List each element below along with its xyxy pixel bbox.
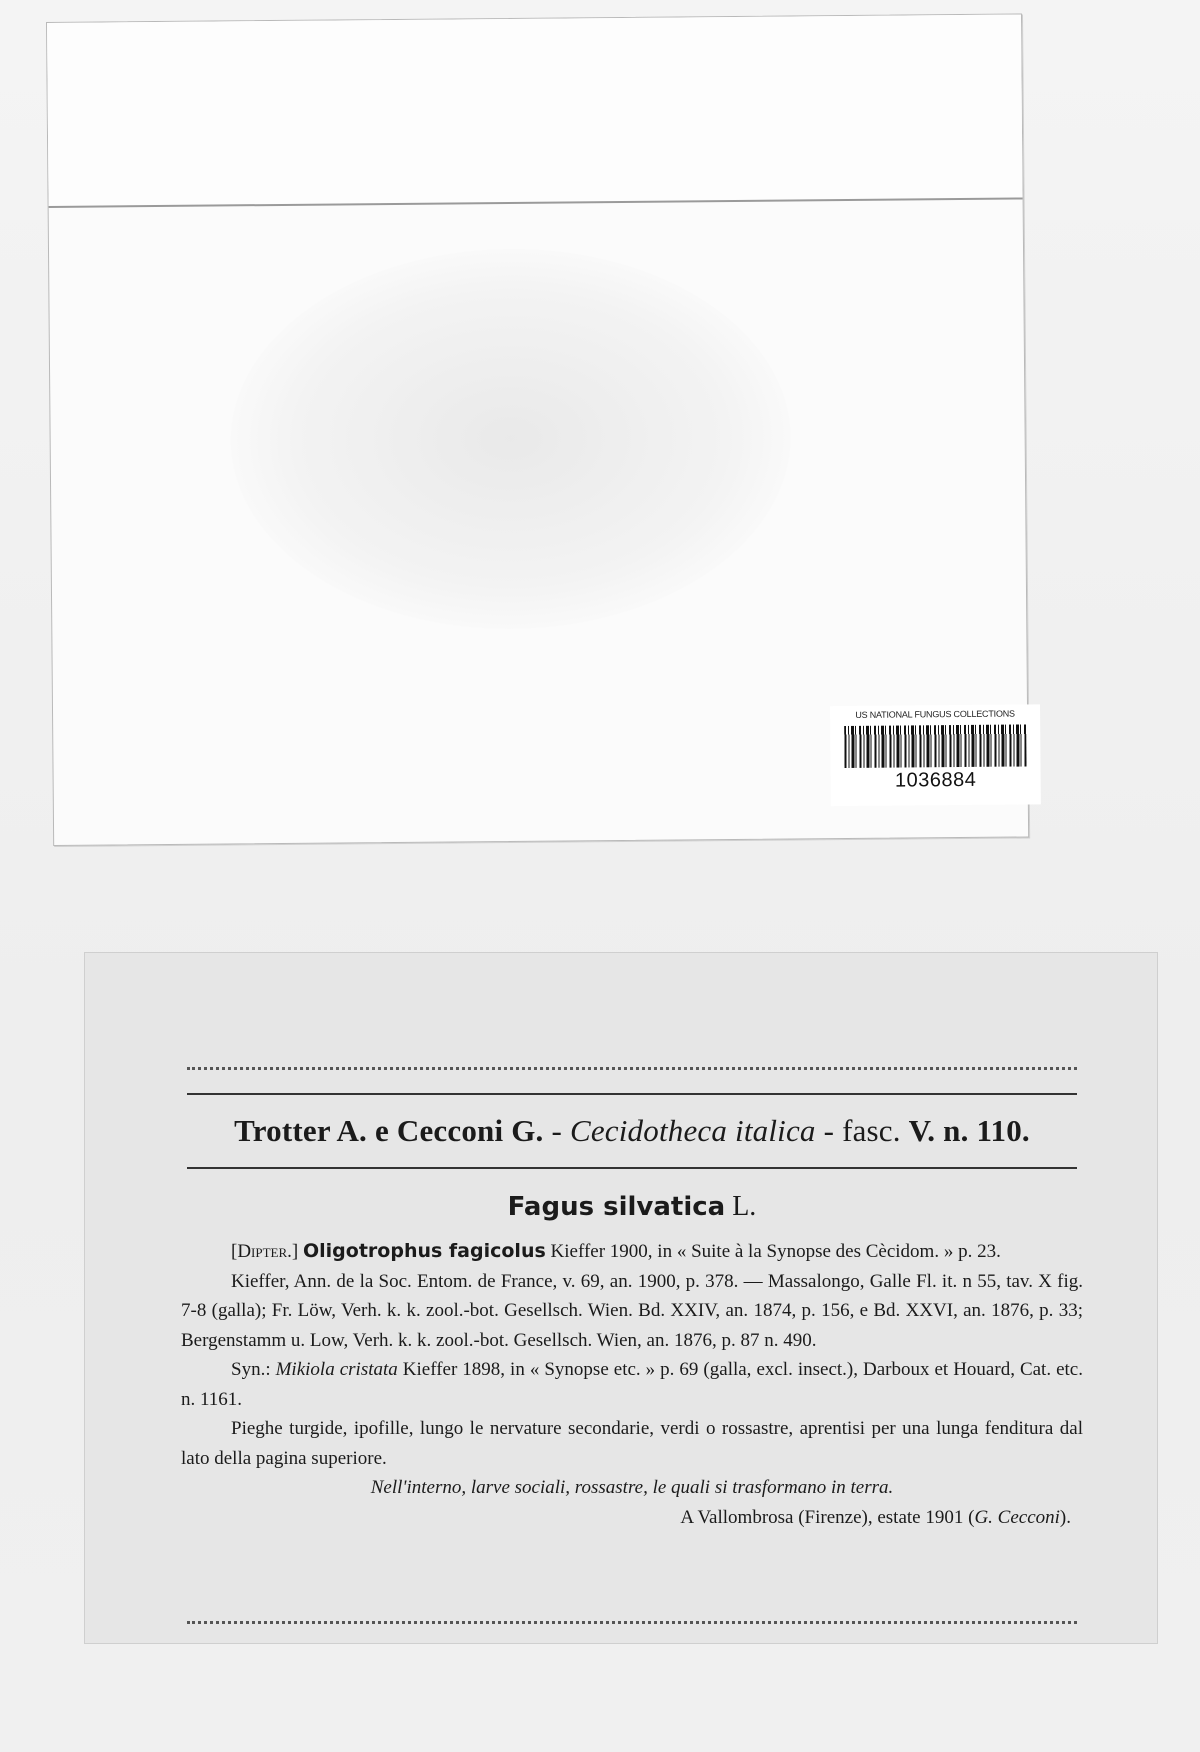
gall-maker-citation: Kieffer 1900, in « Suite à la Synopse des Cècidom. » p. 23. xyxy=(545,1241,1001,1262)
top-dotted-rule xyxy=(187,1067,1077,1070)
heading-underline xyxy=(187,1167,1077,1169)
barcode-caption: US NATIONAL FUNGUS COLLECTIONS xyxy=(855,708,1015,720)
description-paragraph: Pieghe turgide, ipofille, lungo le nervature secondarie, verdi o rossastre, aprentisi per una lunga fenditura dal lato della pagina superiore. xyxy=(181,1418,1083,1469)
collector-name: G. Cecconi xyxy=(974,1506,1060,1528)
host-name: Fagus silvatica xyxy=(507,1192,726,1222)
synonym-prefix: Syn.: xyxy=(231,1359,276,1380)
barcode-bars xyxy=(844,724,1026,768)
label-body xyxy=(181,1237,1083,1532)
locality-close: ). xyxy=(1059,1506,1071,1528)
gall-maker-name: Oligotrophus fagicolus xyxy=(303,1240,546,1262)
heading-sep2: - fasc. xyxy=(815,1113,909,1148)
references-paragraph: Kieffer, Ann. de la Soc. Entom. de France, v. 69, an. 1900, p. 378. — Massalongo, Galle Fl. it. n 55, tav. X fig. 7-8 (galla); Fr. Löw, Verh. k. k. zool.-bot. Gesellsch. Wien. Bd. XXIV, an. 1874, p. 156, e Bd. XXVI, an. 1876, p. 33; Bergenstamm u. Low, Verh. k. k. zool.-bot. Gesellsch. Wien, an. 1876, p. 87 n. 490. xyxy=(181,1270,1083,1351)
barcode-label xyxy=(830,704,1041,806)
packet-stain xyxy=(229,247,792,632)
top-solid-rule xyxy=(187,1093,1077,1095)
heading-sep1: - xyxy=(543,1113,570,1148)
host-line xyxy=(175,1191,1089,1223)
synonym-citation: Kieffer 1898, in « Synopse etc. » p. 69 (galla, excl. insect.), Darboux et Houard, Cat. etc. n. 1161. xyxy=(181,1359,1083,1410)
bottom-dotted-rule xyxy=(187,1621,1077,1624)
heading-work: Cecidotheca italica xyxy=(569,1113,816,1148)
synonym-paragraph xyxy=(181,1355,1083,1414)
packet-flap xyxy=(47,14,1023,207)
order-tag: [Dipter.] xyxy=(231,1241,299,1262)
gall-maker-paragraph xyxy=(181,1237,1083,1267)
locality-line xyxy=(181,1503,1083,1533)
barcode-number: 1036884 xyxy=(894,768,977,792)
specimen-packet xyxy=(46,13,1029,845)
larvae-note: Nell'interno, larve sociali, rossastre, le quali si trasformano in terra. xyxy=(370,1477,894,1498)
label-heading xyxy=(175,1113,1089,1149)
heading-authors: Trotter A. e Cecconi G. xyxy=(234,1113,544,1148)
synonym-name: Mikiola cristata xyxy=(275,1359,398,1380)
exsiccata-label xyxy=(84,952,1158,1644)
locality-text: A Vallombrosa (Firenze), estate 1901 ( xyxy=(680,1506,975,1528)
heading-number: V. n. 110. xyxy=(908,1113,1030,1148)
host-author: L. xyxy=(725,1191,757,1222)
